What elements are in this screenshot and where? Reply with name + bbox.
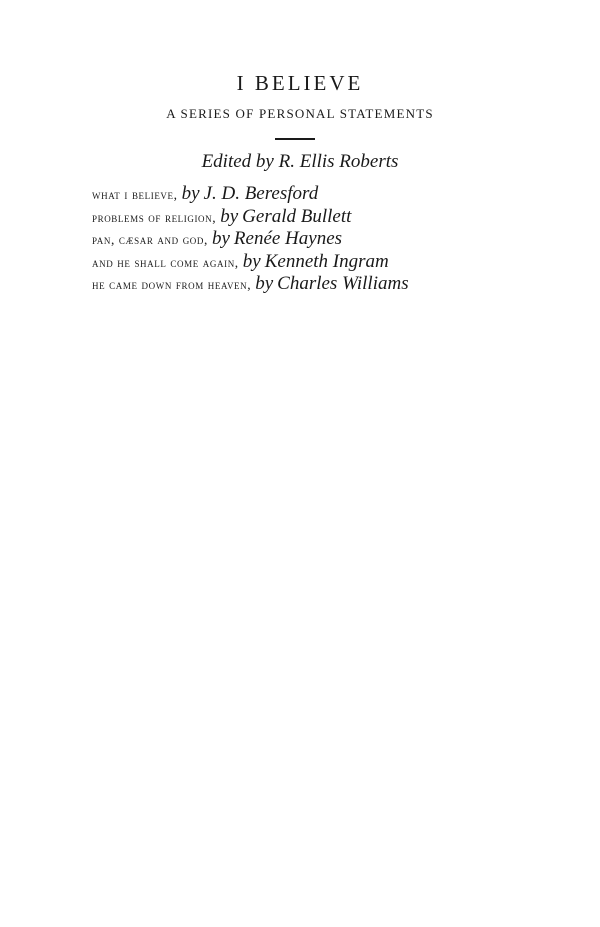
series-title: I BELIEVE bbox=[236, 71, 364, 95]
book-by: by bbox=[181, 183, 200, 204]
book-author: Charles Williams bbox=[277, 273, 409, 294]
book-entry bbox=[92, 251, 409, 274]
book-entry bbox=[92, 273, 409, 296]
book-entry bbox=[92, 183, 409, 206]
divider-rule bbox=[275, 138, 315, 140]
book-author: J. D. Beresford bbox=[203, 183, 319, 204]
book-author: Renée Haynes bbox=[233, 228, 343, 249]
book-title: he came down from heaven, bbox=[92, 277, 252, 292]
book-entry bbox=[92, 228, 409, 251]
editor-credit: Edited by R. Ellis Roberts bbox=[201, 151, 399, 172]
book-title: and he shall come again, bbox=[92, 254, 239, 270]
book-by: by bbox=[220, 205, 239, 227]
series-subtitle: A SERIES OF PERSONAL STATEMENTS bbox=[166, 106, 434, 121]
book-title: pan, cæsar and god, bbox=[92, 232, 208, 247]
book-by: by bbox=[255, 273, 274, 294]
book-author: Kenneth Ingram bbox=[264, 250, 389, 272]
book-entry bbox=[92, 206, 409, 229]
book-by: by bbox=[242, 250, 261, 272]
book-title: what i believe, bbox=[92, 187, 178, 202]
book-author: Gerald Bullett bbox=[242, 205, 352, 227]
book-title: problems of religion, bbox=[92, 209, 217, 225]
book-list bbox=[92, 183, 409, 296]
book-by: by bbox=[211, 228, 230, 249]
